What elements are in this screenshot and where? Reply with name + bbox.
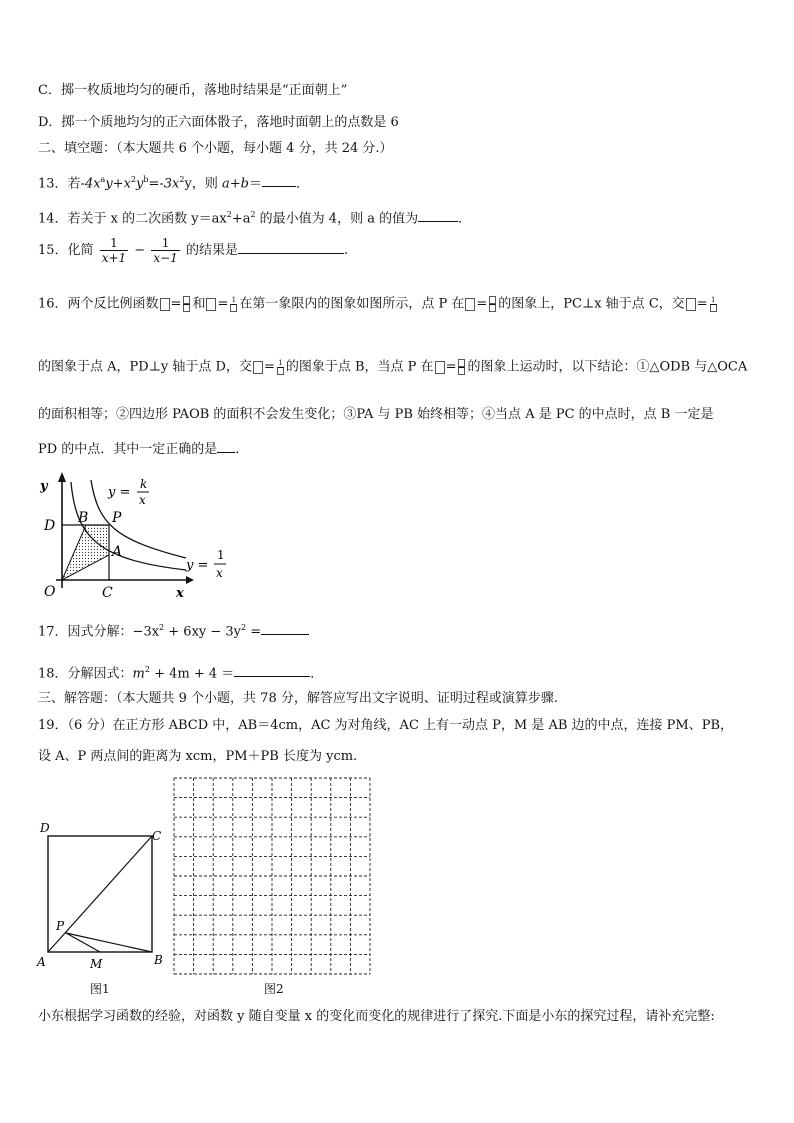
- q16-missing-glyph-icon: [160, 298, 170, 311]
- question-19-line-2: 设 A、P 两点间的距离为 xcm，PM＋PB 长度为 ycm.: [38, 749, 358, 764]
- q16-eq-3: =: [476, 296, 488, 312]
- curve-k-label: y =: [108, 485, 131, 500]
- q16-frac-1c-den-icon: [277, 367, 284, 375]
- q16-frac-k2-den-icon: [489, 304, 496, 312]
- q14-text2: +a: [231, 211, 251, 227]
- q14-text3: 的最小值为 4，则 a 的值为: [255, 211, 419, 227]
- q15-prefix: 15．化简: [38, 243, 94, 258]
- q16-p1a: 16．两个反比例函数: [38, 296, 159, 312]
- curve-1-label: y =: [186, 558, 209, 573]
- q14-sup1: 2: [226, 210, 232, 219]
- q18-end: ．: [310, 666, 324, 682]
- figure-2-caption: 图2: [264, 982, 284, 996]
- q16-p2c: 的图象上运动时，以下结论：①△ODB 与△OCA: [467, 359, 748, 375]
- label-y: y: [40, 479, 48, 494]
- q13-expr-d: =-3x: [148, 176, 180, 192]
- curve-1-den: x: [216, 566, 223, 580]
- q16-eq-4: =: [696, 296, 708, 312]
- label-o: O: [44, 584, 56, 600]
- question-16-line-4: [38, 440, 248, 458]
- q15-minus: −: [134, 243, 146, 258]
- q14-sup2: 2: [250, 210, 256, 219]
- q15-fraction-2: [151, 236, 179, 265]
- q16-p2b: 的图象于点 B，当点 P 在: [285, 359, 434, 375]
- q16-frac-1c: [276, 359, 285, 375]
- x-axis-arrow-icon: [186, 576, 194, 584]
- label-c: C: [102, 585, 113, 601]
- q16-frac-1-den-icon: [230, 304, 237, 312]
- q15-suffix: 的结果是: [185, 243, 238, 258]
- q17-sup1: 2: [159, 623, 165, 632]
- label-a: A: [112, 544, 123, 560]
- question-14: [38, 207, 471, 227]
- q17-expr: −3x: [132, 624, 160, 640]
- section-heading-fill-in: 二、填空题：（本大题共 6 个小题，每小题 4 分，共 24 分.）: [38, 141, 393, 156]
- section-heading-solutions: 三、解答题：（本大题共 9 个小题，共 78 分，解答应写出文字说明、证明过程或演算步骤.: [38, 691, 558, 706]
- q18-sup: 2: [144, 665, 150, 674]
- q16-frac-k2: [488, 296, 497, 312]
- option-d: D．掷一个质地均匀的正六面体骰子，落地时面朝上的点数是 6: [38, 115, 399, 130]
- q18-answer-blank[interactable]: [234, 664, 310, 677]
- q17-sup2: 2: [241, 623, 247, 632]
- segment-pb: [66, 933, 152, 952]
- q13-expr-b: y+x: [105, 176, 131, 192]
- q17-eq: =: [246, 624, 262, 640]
- question-15: [38, 232, 348, 270]
- q16-frac-k-den-icon: [183, 304, 190, 312]
- q16-frac-k2-num-icon: [489, 296, 496, 304]
- q16-missing-glyph-icon: [435, 361, 445, 374]
- q15-den2: x−1: [153, 251, 178, 265]
- q18-mid: + 4m + 4 ＝: [149, 666, 235, 682]
- fig1-label-m: M: [90, 957, 103, 971]
- segment-pm: [66, 933, 100, 952]
- q17-prefix: 17．因式分解：: [38, 624, 133, 640]
- fig1-label-p: P: [56, 919, 65, 933]
- q16-line4: PD 的中点．其中一定正确的是: [38, 442, 218, 457]
- q16-frac-1: [229, 296, 238, 312]
- q16-frac-k: [182, 296, 191, 312]
- q17-mid: + 6xy − 3y: [164, 624, 242, 640]
- q16-frac-k3-den-icon: [458, 367, 465, 375]
- fig1-label-d: D: [40, 821, 50, 835]
- label-d: D: [44, 518, 56, 534]
- question-16-line-3: 的面积相等；②四边形 PAOB 的面积不会发生变化；③PA 与 PB 始终相等；④当点 A 是 PC 的中点时，点 B 一定是: [38, 407, 714, 422]
- q15-num2: 1: [161, 236, 170, 250]
- q15-fraction-1: [100, 236, 128, 265]
- q16-frac-k-num-icon: [183, 296, 190, 304]
- q13-sup-b: b: [143, 175, 149, 184]
- q16-p1b: 和: [192, 296, 206, 312]
- figure-1-caption: 图1: [90, 982, 110, 996]
- question-19-line-1: 19．（6 分）在正方形 ABCD 中，AB＝4cm，AC 为对角线，AC 上有一动点 P，M 是 AB 边的中点，连接 PM、PB，: [38, 718, 734, 733]
- question-17: [38, 620, 309, 640]
- curve-1-num: 1: [217, 548, 225, 562]
- q13-end: ．: [295, 176, 309, 192]
- q16-eq-2: =: [217, 296, 229, 312]
- shaded-region: [62, 525, 109, 580]
- fig1-label-c: C: [152, 829, 162, 843]
- q18-expr: m: [132, 666, 145, 682]
- option-c: C．掷一枚质地均匀的硬币，落地时结果是“正面朝上”: [38, 83, 348, 98]
- label-b: B: [78, 510, 89, 526]
- grid-lines: [174, 778, 370, 974]
- question-18: [38, 662, 323, 682]
- q14-end: ．: [458, 211, 472, 227]
- q13-ask: a+b: [221, 176, 249, 192]
- question-13: [38, 172, 309, 192]
- y-axis-arrow-icon: [58, 472, 66, 482]
- q16-frac-k3: [457, 359, 466, 375]
- figure-2-grid: [170, 774, 376, 978]
- q16-line4-end: ．: [235, 442, 249, 457]
- q16-frac-1b-den-icon: [710, 304, 717, 312]
- q13-sup-a: a: [100, 175, 106, 184]
- q16-frac-1b-num: 1: [710, 296, 716, 304]
- q16-answer-blank[interactable]: [217, 440, 235, 453]
- q15-end: .: [343, 243, 349, 258]
- curve-k-den: x: [139, 493, 146, 507]
- question-19-line-3: 小东根据学习函数的经验，对函数 y 随自变量 x 的变化而变化的规律进行了探究.下面是小东的探究过程，请补充完整:: [38, 1009, 715, 1024]
- question-16-line-2: [38, 359, 747, 376]
- q13-num: 13．若: [38, 176, 81, 192]
- q15-answer-blank[interactable]: [238, 241, 344, 254]
- q13-sup-b2: 2: [130, 175, 136, 184]
- q17-answer-blank[interactable]: [261, 622, 309, 635]
- curve-k-num: k: [140, 477, 148, 491]
- label-p: P: [112, 510, 122, 526]
- q16-frac-1c-num: 1: [278, 359, 283, 367]
- fig1-label-a: A: [37, 955, 46, 969]
- fig1-label-b: B: [154, 953, 163, 967]
- diagonal-ac: [48, 836, 152, 952]
- q16-eq-5: =: [263, 359, 275, 375]
- q14-answer-blank[interactable]: [418, 209, 458, 222]
- figure-1-square: [34, 818, 170, 974]
- q16-p2a: 的图象于点 A，PD⊥y 轴于点 D，交: [38, 359, 252, 375]
- q16-p1d: 的图象上，PC⊥x 轴于点 C，交: [498, 296, 685, 312]
- q13-expr-c: y: [136, 176, 144, 192]
- q18-prefix: 18．分解因式：: [38, 666, 133, 682]
- q15-num1: 1: [110, 236, 118, 250]
- q14-text: 14．若关于 x 的二次函数 y＝ax: [38, 211, 227, 227]
- q13-expr-e: y，则: [184, 176, 222, 192]
- q13-sup-c: 2: [179, 175, 185, 184]
- q16-missing-glyph-icon: [206, 298, 216, 311]
- q16-missing-glyph-icon: [253, 361, 263, 374]
- question-16-line-1: [38, 296, 719, 313]
- q16-frac-1b: [709, 296, 718, 312]
- q16-graph: [36, 470, 236, 602]
- q13-answer-blank[interactable]: [262, 174, 296, 187]
- q16-frac-k3-num-icon: [458, 359, 465, 367]
- q16-frac-1-num: 1: [231, 296, 237, 304]
- q16-eq-1: =: [170, 296, 182, 312]
- label-x: x: [176, 586, 184, 601]
- q16-p1c: 在第一象限内的图象如图所示，点 P 在: [239, 296, 465, 312]
- q13-eq: ＝: [248, 176, 262, 192]
- q15-den1: x+1: [101, 251, 127, 265]
- q16-missing-glyph-icon: [686, 298, 696, 311]
- q16-missing-glyph-icon: [465, 298, 475, 311]
- q16-eq-6: =: [445, 359, 457, 375]
- q13-expr-a: -4x: [80, 176, 101, 192]
